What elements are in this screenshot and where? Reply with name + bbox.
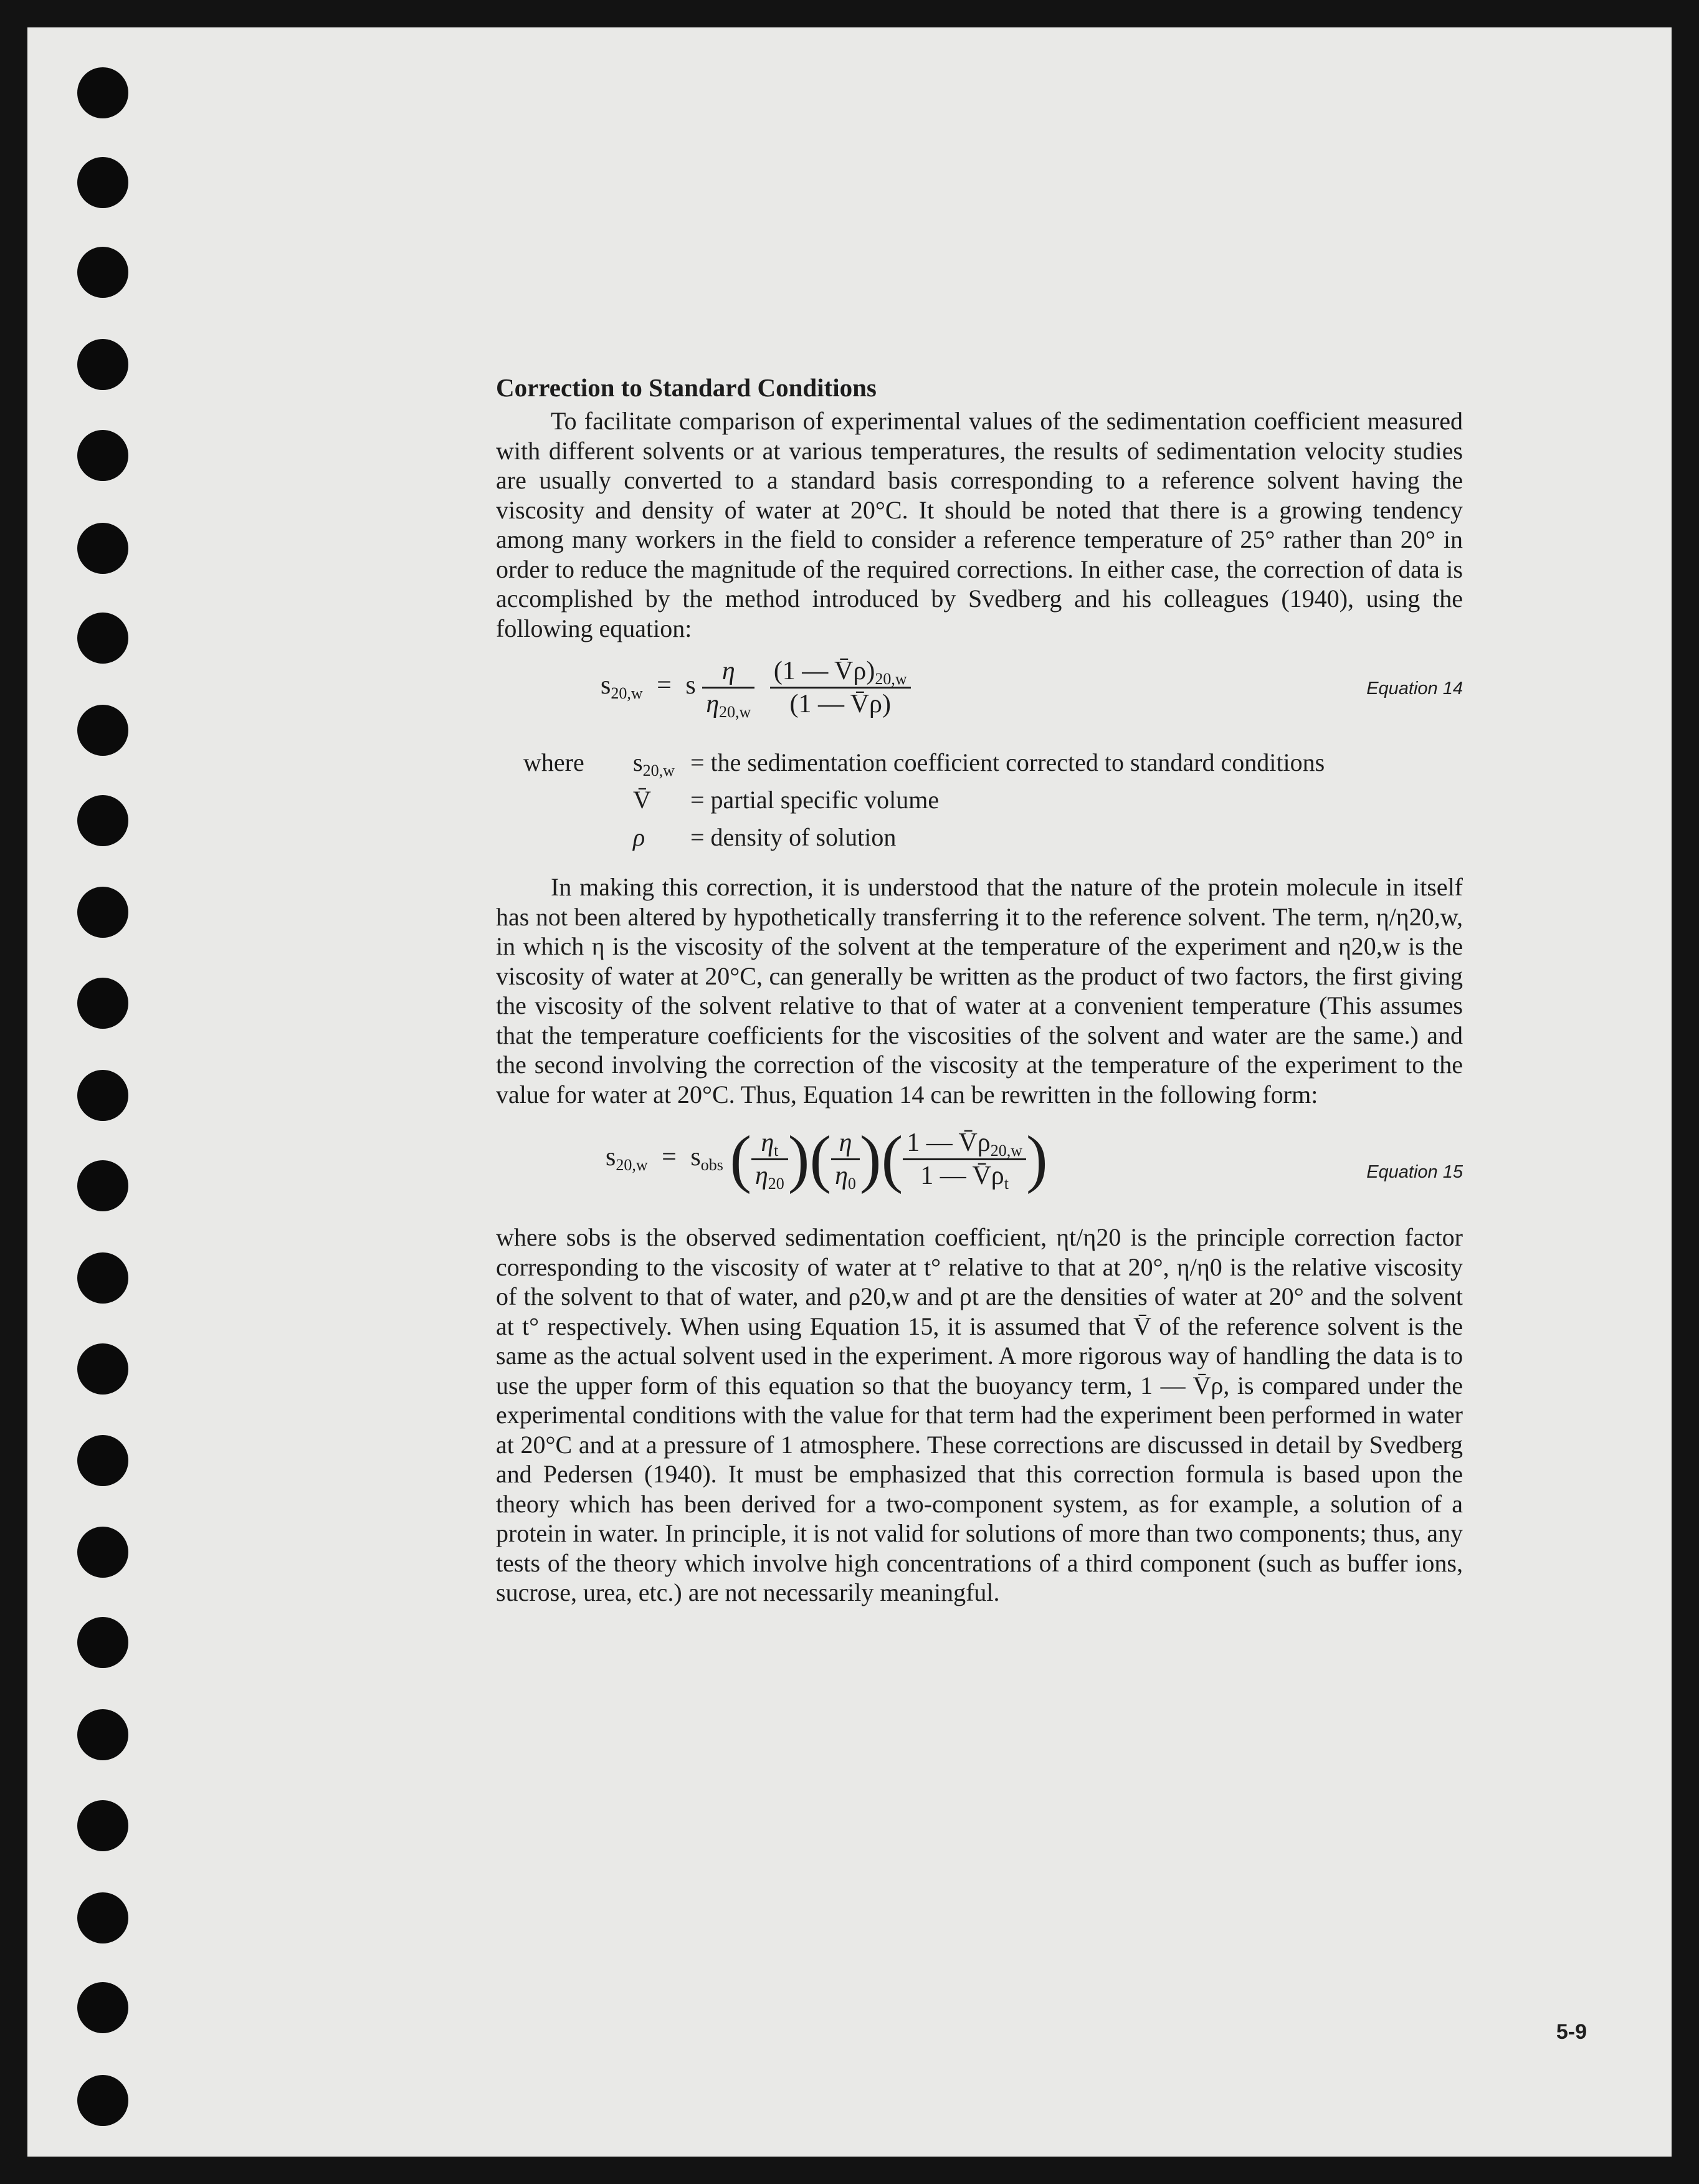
binder-hole: [77, 2075, 128, 2126]
binder-hole: [77, 1617, 128, 1668]
definition-symbol: $s_{20,w}$: [633, 748, 675, 780]
section-heading: Correction to Standard Conditions: [496, 373, 877, 402]
definition-row: [496, 744, 1463, 781]
binder-hole: [77, 1252, 128, 1304]
eq14-coef: s: [685, 671, 696, 700]
definition-symbol: V̄: [633, 786, 651, 814]
binder-hole: [77, 157, 128, 208]
binder-hole: [77, 1982, 128, 2033]
eq15-coef: $s_{obs}$: [690, 1142, 723, 1174]
equation-14: [496, 656, 1463, 737]
binder-hole: [77, 1709, 128, 1760]
binder-hole: [77, 1892, 128, 1943]
page-number: 5-9: [1556, 2020, 1587, 2044]
binder-hole: [77, 339, 128, 390]
binder-hole: [77, 1070, 128, 1121]
binder-hole: [77, 247, 128, 298]
equation-15-label: Equation 15: [1366, 1162, 1463, 1182]
binder-hole: [77, 1435, 128, 1486]
definition-row: [496, 781, 1463, 819]
equation-14-label: Equation 14: [1366, 679, 1463, 699]
binder-hole: [77, 613, 128, 664]
binder-hole: [77, 887, 128, 938]
eq15-equals: =: [662, 1142, 677, 1171]
document-body: [496, 373, 1463, 1608]
eq14-viscosity-fraction: $\frac{\eta}{\eta_{20,w}}$: [702, 656, 754, 720]
binder-hole: [77, 1527, 128, 1578]
eq15-factor-3: $\frac{1 — V̄\rho_{20,w}}{1 — V̄\rho_t}$: [903, 1127, 1026, 1191]
binder-hole: [77, 67, 128, 118]
definition-symbol: ρ: [633, 823, 645, 851]
equation-15: $s_{20,w} = s_{obs}$ ( $\frac{\eta_t}{\eta_{20}}$ )( $\frac{\eta}{\eta_0}$ )( $\frac{1 — V̄\rho_{20,w}}{1 — V̄\rho_t}$ ) Equation 15: [606, 1123, 1463, 1195]
binder-hole: [77, 705, 128, 756]
binder-hole: [77, 1800, 128, 1851]
binder-hole: [77, 1343, 128, 1395]
eq15-factor-2: $\frac{\eta}{\eta_0}$: [831, 1127, 860, 1191]
eq15-factor-1: $\frac{\eta_t}{\eta_{20}}$: [751, 1127, 788, 1191]
paragraph-intro: To facilitate comparison of experimental values of the sedimentation coefficient measured with different solvents or at various temperatures, the results of sedimentation velocity studies are usually converted to a standard basis corresponding to a reference solvent having the viscosity and density of water at 20°C. It should be noted that there is a growing tendency among many workers in the field to consider a reference temperature of 25° rather than 20° in order to reduce the magnitude of the required corrections. In either case, the correction of data is accomplished by the method introduced by Svedberg and his colleagues (1940), using the following equation:: [496, 407, 1463, 642]
definition-text: = the sedimentation coefficient corrected to standard conditions: [690, 748, 1325, 776]
eq14-equals: =: [657, 671, 672, 700]
binder-hole: [77, 978, 128, 1029]
binder-hole: [77, 1160, 128, 1211]
paragraph-correction: In making this correction, it is understood that the nature of the protein molecule in itself has not been altered by hypothetically transferring it to the reference solvent. The term, η/η20,w, in which η is the viscosity of the solvent at the temperature of the experiment and η20,w is the viscosity of water at 20°C, can generally be written as the product of two factors, the first giving the viscosity of the solvent relative to that of water at a convenient temperature (This assumes that the temperature coefficients for the viscosities of the solvent and water are the same.) and the second involving the correction of the viscosity at the temperature of the experiment to the value for water at 20°C. Thus, Equation 14 can be rewritten in the following form:: [496, 873, 1463, 1109]
paragraph-discussion: where sobs is the observed sedimentation coefficient, ηt/η20 is the principle correction factor corresponding to the viscosity of water at t° relative to that at 20°, η/η0 is the relative viscosity of the solvent to that of water, and ρ20,w and ρt are the densities of water at 20° and the solvent at t° respectively. When using Equation 15, it is assumed that V̄ of the reference solvent is the same as the actual solvent used in the experiment. A more rigorous way of handling the data is to use the upper form of this equation so that the buoyancy term, 1 — V̄ρ, is compared under the experimental conditions with the value for that term had the experiment been performed in water at 20°C and at a pressure of 1 atmosphere. These corrections are discussed in detail by Svedberg and Pedersen (1940). It must be emphasized that this correction formula is based upon the theory which has been derived for a two-component system, as for example, a solution of a protein in water. In principle, it is not valid for solutions of more than two components; thus, any tests of the theory which involve high concentrations of a third component (such as buffer ions, sucrose, urea, etc.) are not necessarily meaningful.: [496, 1223, 1463, 1606]
definition-text: = density of solution: [690, 823, 897, 851]
variable-definitions: [496, 744, 1463, 856]
binder-hole: [77, 795, 128, 846]
binder-hole: [77, 523, 128, 574]
definition-text: = partial specific volume: [690, 786, 940, 814]
binder-hole: [77, 430, 128, 481]
definition-row: [496, 819, 1463, 856]
eq15-lhs: $s_{20,w}$: [606, 1142, 648, 1174]
eq14-lhs: $s_{20,w}$: [601, 671, 643, 703]
eq14-buoyancy-fraction: $\frac{(1 — V̄\rho)_{20,w}}{(1 — V̄\rho)}$: [770, 656, 911, 720]
definition-prefix: where: [523, 748, 584, 776]
